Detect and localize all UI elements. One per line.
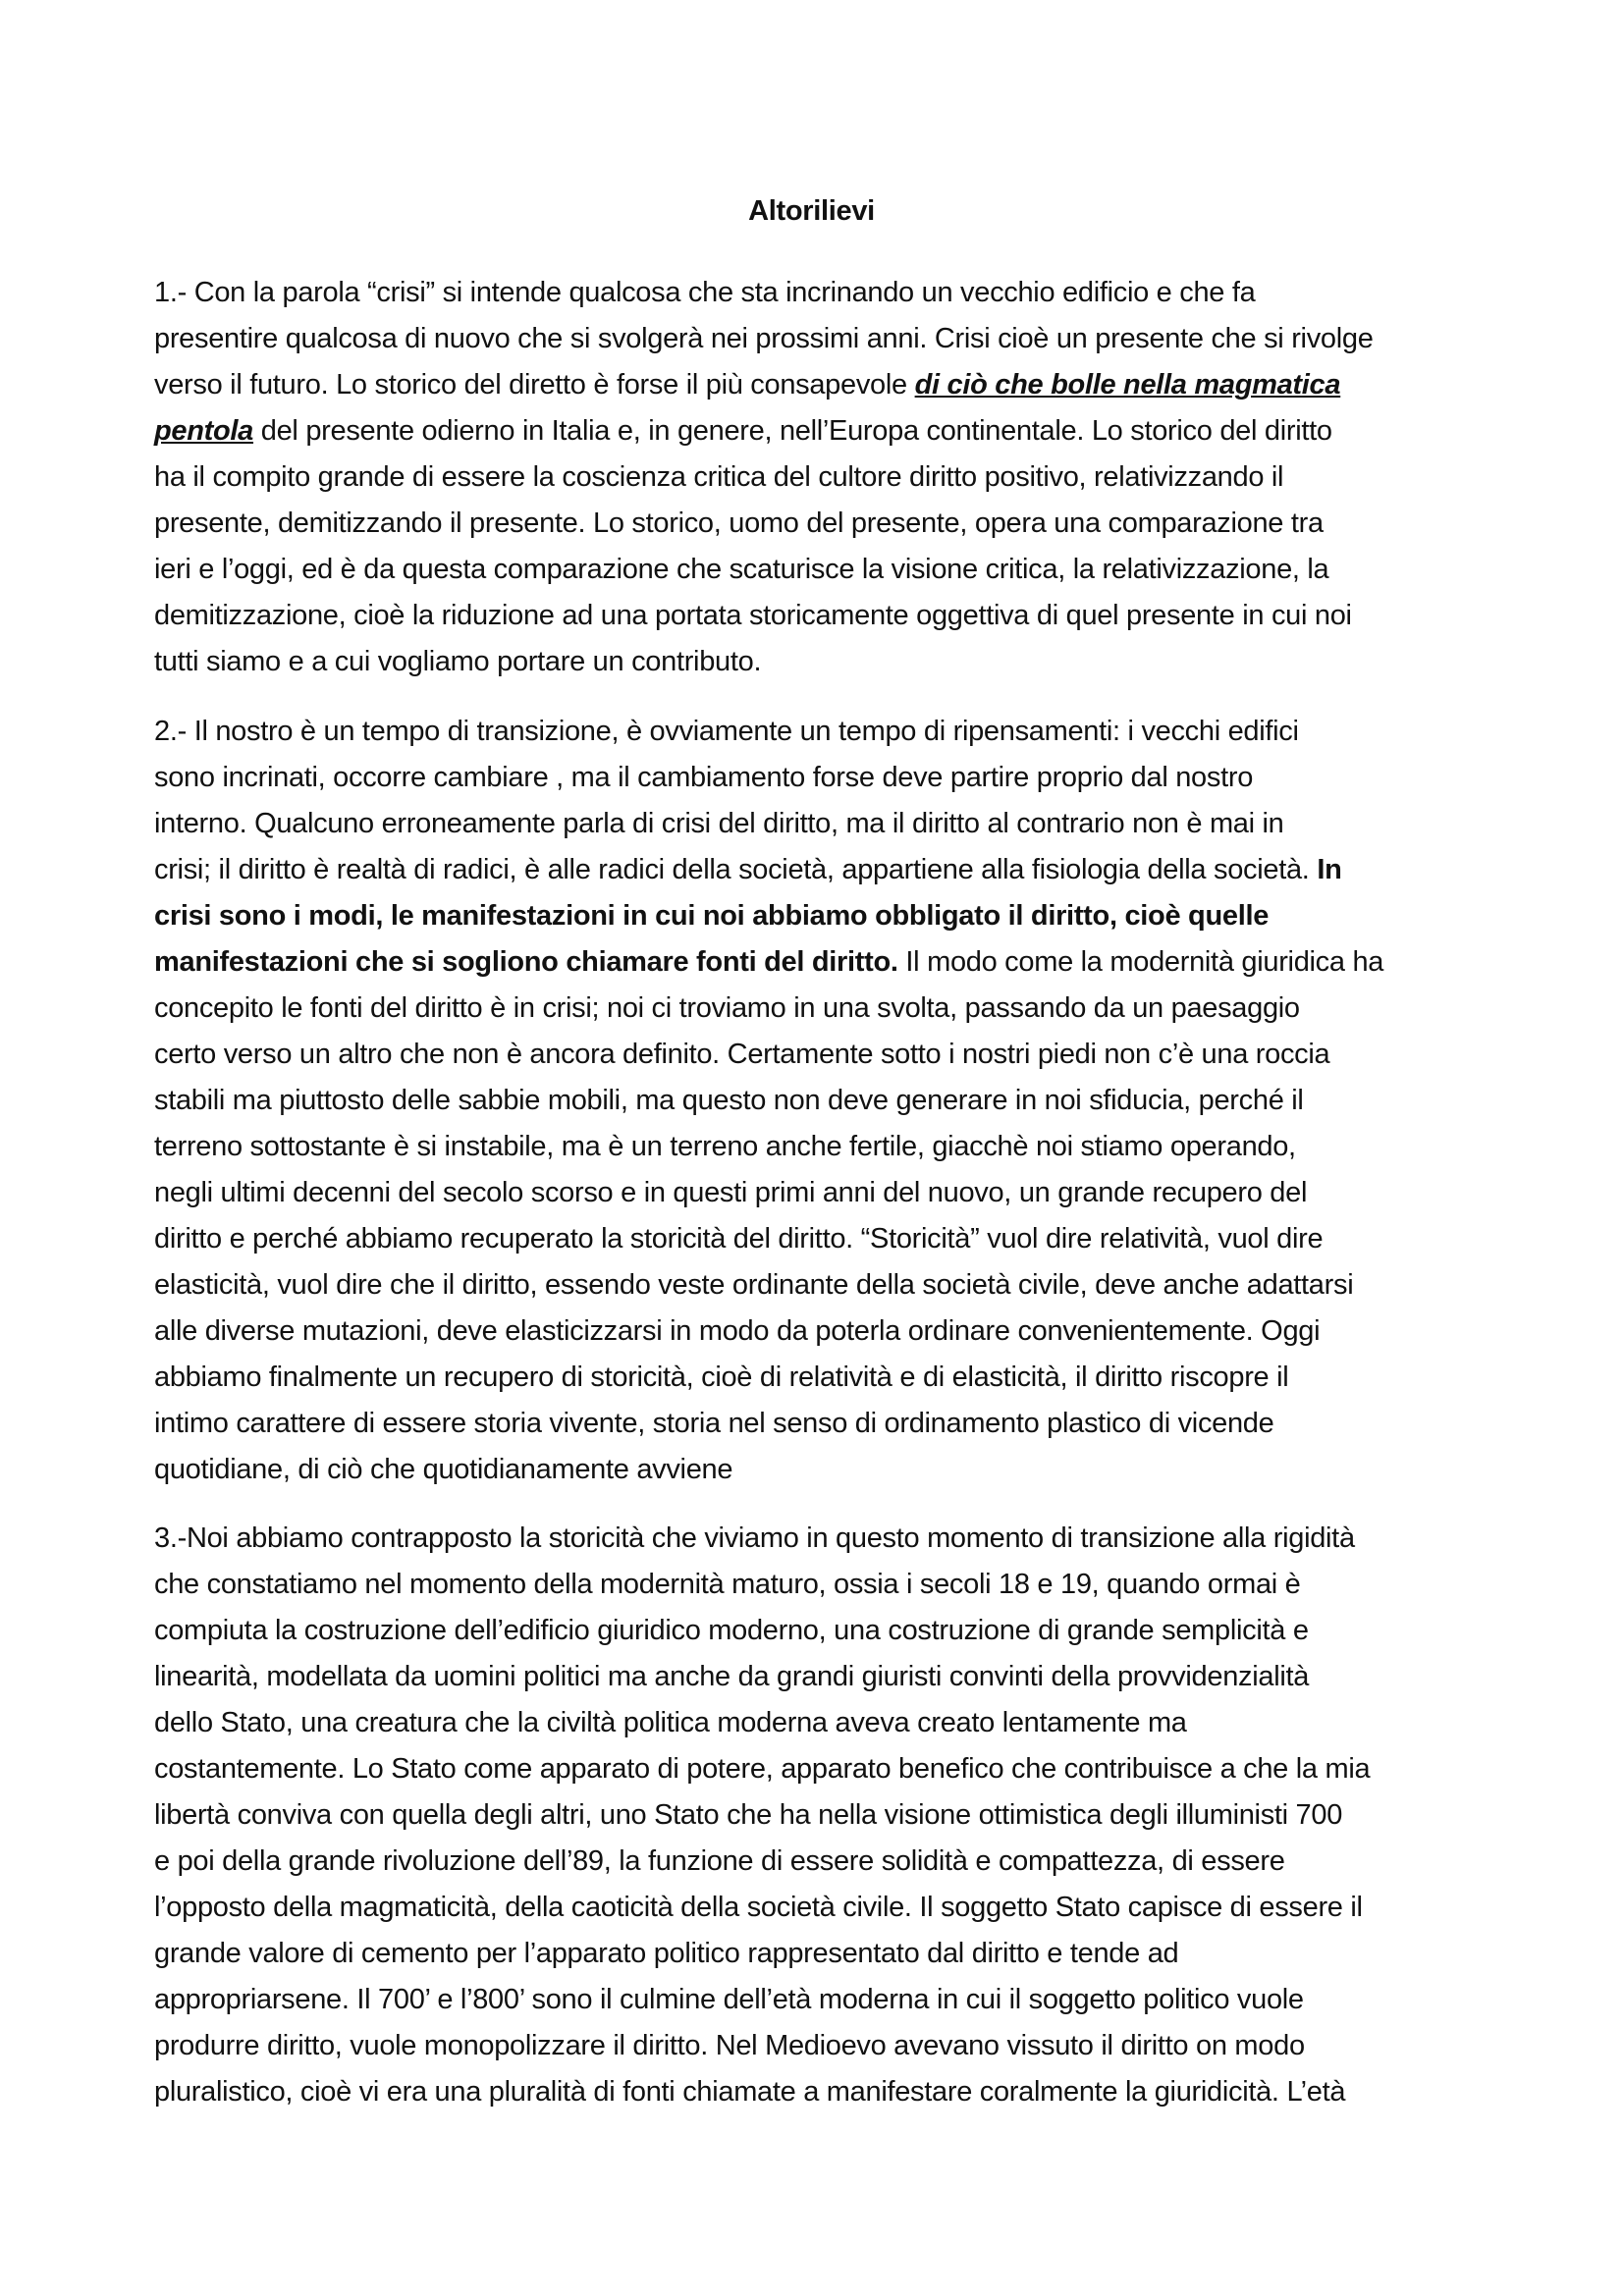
text-line — [154, 1078, 1489, 1124]
text-line — [154, 1401, 1489, 1447]
text-line — [154, 1839, 1489, 1885]
paragraph-1 — [154, 270, 1489, 685]
text-line — [154, 893, 1489, 939]
text-line — [154, 501, 1489, 547]
text-line — [154, 547, 1489, 593]
text-line — [154, 1654, 1489, 1700]
text-line — [154, 1885, 1489, 1931]
text-line — [154, 1562, 1489, 1608]
text-run: ieri e l’oggi, ed è da questa comparazione che scaturisce la visione critica, la relativizzazione, la — [154, 554, 1329, 585]
text-line — [154, 1792, 1489, 1839]
text-line — [154, 1124, 1489, 1170]
bold-text: crisi sono i modi, le manifestazioni in cui noi abbiamo obbligato il diritto, cioè quelle — [154, 900, 1270, 932]
text-run: del presente odierno in Italia e, in genere, nell’Europa continentale. Lo storico del diritto — [253, 415, 1332, 447]
text-run: demitizzazione, cioè la riduzione ad una portata storicamente oggettiva di quel presente in cui noi — [154, 600, 1352, 631]
text-line — [154, 1608, 1489, 1654]
text-line — [154, 986, 1489, 1032]
text-line — [154, 362, 1489, 408]
text-line — [154, 1931, 1489, 1977]
text-run: ha il compito grande di essere la coscienza critica del cultore diritto positivo, relativizzando il — [154, 461, 1284, 493]
text-run: sono incrinati, occorre cambiare , ma il cambiamento forse deve partire proprio dal nostro — [154, 762, 1254, 793]
text-run: linearità, modellata da uomini politici ma anche da grandi giuristi convinti della provvidenzialità — [154, 1661, 1310, 1692]
text-run: grande valore di cemento per l’apparato politico rappresentato dal diritto e tende ad — [154, 1938, 1179, 1969]
text-run: 3.-Noi abbiamo contrapposto la storicità che viviamo in questo momento di transizione alla rigidità — [154, 1522, 1355, 1554]
text-line — [154, 709, 1489, 755]
text-run: concepito le fonti del diritto è in crisi; noi ci troviamo in una svolta, passando da un paesaggio — [154, 992, 1300, 1024]
text-line — [154, 1700, 1489, 1746]
text-line — [154, 1170, 1489, 1216]
text-line — [154, 2069, 1489, 2115]
text-run: presentire qualcosa di nuovo che si svolgerà nei prossimi anni. Crisi cioè un presente che si rivolge — [154, 323, 1374, 354]
emphasized-text: di ciò che bolle nella magmatica — [914, 369, 1341, 400]
text-line — [154, 454, 1489, 501]
text-line — [154, 755, 1489, 801]
text-run: elasticità, vuol dire che il diritto, essendo veste ordinante della società civile, deve anche adattarsi — [154, 1269, 1354, 1301]
text-run: Il modo come la modernità giuridica ha — [897, 946, 1384, 978]
text-run: presente, demitizzando il presente. Lo storico, uomo del presente, opera una comparazione tra — [154, 507, 1324, 539]
text-run: compiuta la costruzione dell’edificio giuridico moderno, una costruzione di grande semplicità e — [154, 1615, 1309, 1646]
text-run: crisi; il diritto è realtà di radici, è alle radici della società, appartiene alla fisiologia della società. — [154, 854, 1318, 885]
text-line — [154, 639, 1489, 685]
text-run: verso il futuro. Lo storico del diretto è forse il più consapevole — [154, 369, 915, 400]
text-run: abbiamo finalmente un recupero di storicità, cioè di relatività e di elasticità, il diritto riscopre il — [154, 1362, 1289, 1393]
text-run: e poi della grande rivoluzione dell’89, la funzione di essere solidità e compattezza, di essere — [154, 1845, 1285, 1877]
text-run: 2.- Il nostro è un tempo di transizione, è ovviamente un tempo di ripensamenti: i vecchi edifici — [154, 716, 1299, 747]
text-line — [154, 2023, 1489, 2069]
text-run: produrre diritto, vuole monopolizzare il diritto. Nel Medioevo avevano vissuto il diritto on modo — [154, 2030, 1305, 2061]
text-run: costantemente. Lo Stato come apparato di potere, apparato benefico che contribuisce a che la mia — [154, 1753, 1371, 1785]
text-run: appropriarsene. Il 700’ e l’800’ sono il culmine dell’età moderna in cui il soggetto politico vuole — [154, 1984, 1304, 2015]
text-run: terreno sottostante è si instabile, ma è un terreno anche fertile, giacchè noi stiamo operando, — [154, 1131, 1296, 1162]
text-run: pluralistico, cioè vi era una pluralità di fonti chiamate a manifestare coralmente la giuridicità. L’età — [154, 2076, 1346, 2108]
bold-text: In — [1317, 854, 1342, 885]
text-run: tutti siamo e a cui vogliamo portare un contributo. — [154, 646, 762, 677]
text-line — [154, 1355, 1489, 1401]
text-run: alle diverse mutazioni, deve elasticizzarsi in modo da poterla ordinare convenientemente. Oggi — [154, 1315, 1321, 1347]
text-run: dello Stato, una creatura che la civiltà politica moderna aveva creato lentamente ma — [154, 1707, 1187, 1738]
text-line — [154, 939, 1489, 986]
text-line — [154, 1262, 1489, 1308]
text-run: quotidiane, di ciò che quotidianamente avviene — [154, 1454, 733, 1485]
paragraph-2 — [154, 709, 1489, 1493]
text-line — [154, 1447, 1489, 1493]
text-run: negli ultimi decenni del secolo scorso e in questi primi anni del nuovo, un grande recupero del — [154, 1177, 1308, 1208]
paragraph-3 — [154, 1516, 1489, 2115]
text-line — [154, 1746, 1489, 1792]
text-line — [154, 270, 1489, 316]
text-line — [154, 847, 1489, 893]
text-line — [154, 408, 1489, 454]
text-run: certo verso un altro che non è ancora definito. Certamente sotto i nostri piedi non c’è una roccia — [154, 1039, 1330, 1070]
text-line — [154, 1216, 1489, 1262]
text-run: interno. Qualcuno erroneamente parla di crisi del diritto, ma il diritto al contrario non è mai in — [154, 808, 1284, 839]
text-line — [154, 1308, 1489, 1355]
text-run: 1.- Con la parola “crisi” si intende qualcosa che sta incrinando un vecchio edificio e che fa — [154, 277, 1256, 308]
text-run: stabili ma piuttosto delle sabbie mobili, ma questo non deve generare in noi sfiducia, perché il — [154, 1085, 1304, 1116]
text-run: intimo carattere di essere storia vivente, storia nel senso di ordinamento plastico di vicende — [154, 1408, 1274, 1439]
bold-text: manifestazioni che si sogliono chiamare fonti del diritto. — [154, 946, 898, 978]
text-run: libertà conviva con quella degli altri, uno Stato che ha nella visione ottimistica degli illuministi 700 — [154, 1799, 1343, 1831]
text-line — [154, 316, 1489, 362]
text-line — [154, 1977, 1489, 2023]
text-line — [154, 1032, 1489, 1078]
text-line — [154, 1516, 1489, 1562]
text-line — [154, 593, 1489, 639]
text-run: l’opposto della magmaticità, della caoticità della società civile. Il soggetto Stato capisce di essere il — [154, 1892, 1363, 1923]
emphasized-text: pentola — [154, 415, 254, 447]
text-run: diritto e perché abbiamo recuperato la storicità del diritto. “Storicità” vuol dire relatività, vuol dire — [154, 1223, 1324, 1255]
text-line — [154, 801, 1489, 847]
text-run: che constatiamo nel momento della modernità maturo, ossia i secoli 18 e 19, quando ormai è — [154, 1569, 1301, 1600]
document-title: Altorilievi — [748, 195, 875, 227]
